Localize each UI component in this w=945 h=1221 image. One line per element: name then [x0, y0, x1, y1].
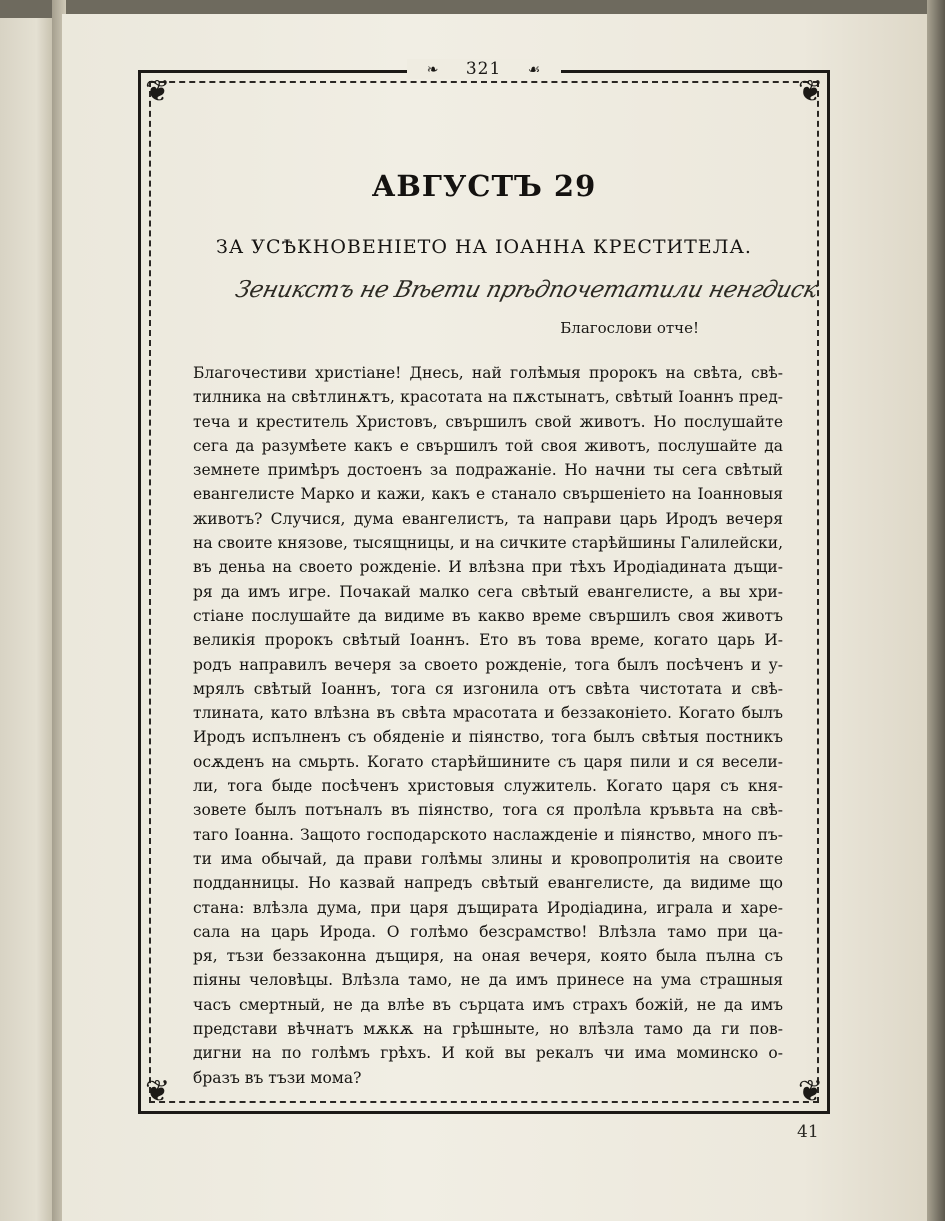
text-line: Благочестиви христіане! Днесь, най голѣмыя пророкъ на свѣта, свѣ- — [193, 364, 783, 382]
text-line: евангелисте Марко и кажи, какъ е станало свършеніето на Іоанновыя — [193, 485, 783, 504]
left-page-edge — [0, 18, 52, 1221]
sheet-number: 41 — [797, 1122, 819, 1142]
text-line: тлината, като влѣзна въ свѣта мрасотата и беззаконіето. Когато былъ — [193, 704, 783, 723]
text-line: стіане послушайте да видиме въ какво време свършилъ своя животъ — [193, 606, 783, 625]
page-number-header — [141, 59, 827, 79]
sermon-text — [193, 361, 783, 1090]
text-line: мрялъ свѣтый Іоаннъ, тога ся изгонила отъ свѣта чистотата и свѣ- — [193, 679, 783, 698]
text-line: бразъ въ тъзи мома? — [193, 1068, 362, 1087]
text-line: родъ направилъ вечеря за своето рожденіе, тога былъ посѣченъ и у- — [193, 655, 783, 674]
text-line: ря, тъзи беззаконна дъщиря, на оная вечеря, която была пълна съ — [193, 947, 783, 966]
corner-ornament-top-left: ❦ — [145, 74, 171, 109]
header-ornament-left: ❧ — [417, 62, 450, 78]
text-line: земнете примѣръ достоенъ за подражаніе. Но начни ты сега свѣтый — [193, 461, 783, 480]
header-ornament-right: ☙ — [518, 62, 552, 78]
text-line: Иродъ испълненъ съ обяденіе и піянство, тога былъ свѣтыя постникъ — [193, 728, 783, 747]
handwritten-note: Зеникстъ не Вѣети прѣдпочетатили ненгдиск — [232, 277, 820, 303]
corner-ornament-bottom-right: ❦ — [797, 1074, 823, 1109]
corner-ornament-top-right: ❦ — [797, 74, 823, 109]
text-line: животъ? Случися, дума евангелистъ, та направи царь Иродъ вечеря — [193, 509, 783, 528]
corner-ornament-bottom-left: ❦ — [145, 1074, 171, 1109]
text-line: сега да разумѣете какъ е свършилъ той своя животъ, послушайте да — [193, 436, 783, 455]
text-line: тилника на свѣтлинѫтъ, красотата на пѫстынатъ, свѣтый Іоаннъ пред- — [193, 388, 783, 407]
text-line: на своите князове, тысящницы, и на сичките старѣйшины Галилейски, — [193, 534, 783, 553]
text-line: таго Іоанна. Защото господарското наслажденіе и піянство, много пъ- — [193, 825, 783, 844]
page-title: АВГУСТЪ 29 — [371, 169, 597, 203]
text-line: стана: влѣзла дума, при царя дъщирата Иродіадина, играла и харе- — [193, 898, 783, 917]
text-line: осѫденъ на смьрть. Когато старѣйшините съ царя пили и ся весели- — [193, 752, 783, 771]
text-line: подданницы. Но казвай напредъ свѣтый евангелисте, да видиме що — [193, 874, 783, 893]
text-line: великія пророкъ свѣтый Іоаннъ. Ето въ това време, когато царь И- — [193, 631, 783, 650]
blessing-line: Благослови отче! — [560, 319, 699, 337]
right-page-edge — [927, 0, 945, 1221]
text-line: часъ смертный, не да влѣе въ сърцата имъ страхъ божій, не да имъ — [193, 995, 783, 1014]
text-line: теча и креститель Христовъ, свършилъ свой животъ. Но послушайте — [193, 412, 783, 431]
text-line: сала на царь Ирода. О голѣмо безсрамство! Влѣзла тамо при ца- — [193, 922, 783, 941]
text-line: ли, тога быде посѣченъ христовыя служитель. Когато царя съ кня- — [193, 777, 783, 796]
text-line: представи вѣчнатъ мѫкѫ на грѣшныте, но влѣзла тамо да ги пов- — [193, 1020, 783, 1039]
text-line: ти има обычай, да прави голѣмы злины и кровопролитія на своите — [193, 849, 783, 868]
page-subtitle: ЗА УСѢКНОВЕНІЕТО НА ІОАННА КРЕСТИТЕЛА. — [216, 236, 752, 258]
ornamental-frame — [138, 59, 830, 1114]
book-page — [62, 14, 932, 1221]
text-line: въ деньа на своето рожденіе. И влѣзна при тѣхъ Иродіадината дъщи- — [193, 558, 783, 577]
text-line: піяны человѣцы. Влѣзла тамо, не да имъ принесе на ума страшныя — [193, 971, 783, 990]
text-line: ря да имъ игре. Почакай малко сега свѣтый евангелисте, а вы хри- — [193, 582, 783, 601]
text-line: зовете былъ потъналъ въ піянство, тога ся пролѣла кръвьта на свѣ- — [193, 801, 783, 820]
text-line: дигни на по голѣмъ грѣхъ. И кой вы рекалъ чи има моминско о- — [193, 1044, 783, 1063]
page-number: 321 — [456, 59, 511, 79]
